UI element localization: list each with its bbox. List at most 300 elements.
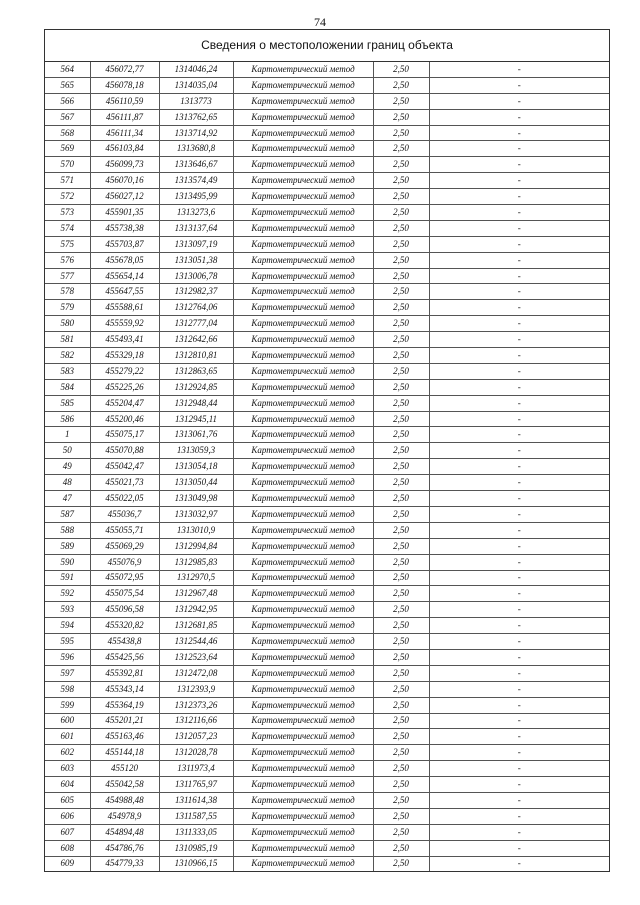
- note-cell: -: [429, 634, 609, 650]
- precision-cell: 2,50: [373, 649, 429, 665]
- note-cell: -: [429, 173, 609, 189]
- method-cell: Картометрический метод: [233, 491, 373, 507]
- x-coordinate-cell: 456111,34: [90, 125, 159, 141]
- point-number-cell: 600: [45, 713, 90, 729]
- note-cell: -: [429, 840, 609, 856]
- precision-cell: 2,50: [373, 411, 429, 427]
- table-row: [45, 62, 609, 77]
- method-cell: Картометрический метод: [233, 649, 373, 665]
- point-number-cell: 601: [45, 729, 90, 745]
- table-row: [45, 586, 609, 602]
- table-row: [45, 649, 609, 665]
- precision-cell: 2,50: [373, 157, 429, 173]
- method-cell: Картометрический метод: [233, 332, 373, 348]
- precision-cell: 2,50: [373, 316, 429, 332]
- precision-cell: 2,50: [373, 300, 429, 316]
- precision-cell: 2,50: [373, 792, 429, 808]
- y-coordinate-cell: 1313050,44: [159, 475, 233, 491]
- y-coordinate-cell: 1313032,97: [159, 506, 233, 522]
- precision-cell: 2,50: [373, 618, 429, 634]
- x-coordinate-cell: 455204,47: [90, 395, 159, 411]
- table-row: [45, 713, 609, 729]
- precision-cell: 2,50: [373, 475, 429, 491]
- precision-cell: 2,50: [373, 109, 429, 125]
- table-row: [45, 205, 609, 221]
- y-coordinate-cell: 1314046,24: [159, 62, 233, 77]
- point-number-cell: 607: [45, 824, 90, 840]
- point-number-cell: 584: [45, 379, 90, 395]
- precision-cell: 2,50: [373, 856, 429, 871]
- method-cell: Картометрический метод: [233, 808, 373, 824]
- table-row: [45, 491, 609, 507]
- note-cell: -: [429, 189, 609, 205]
- table-row: [45, 681, 609, 697]
- precision-cell: 2,50: [373, 268, 429, 284]
- method-cell: Картометрический метод: [233, 141, 373, 157]
- y-coordinate-cell: 1312373,26: [159, 697, 233, 713]
- x-coordinate-cell: 456078,18: [90, 77, 159, 93]
- y-coordinate-cell: 1312942,95: [159, 602, 233, 618]
- note-cell: -: [429, 268, 609, 284]
- point-number-cell: 569: [45, 141, 90, 157]
- y-coordinate-cell: 1312057,23: [159, 729, 233, 745]
- note-cell: -: [429, 522, 609, 538]
- method-cell: Картометрический метод: [233, 395, 373, 411]
- sheet-title: Сведения о местоположении границ объекта: [45, 30, 609, 62]
- method-cell: Картометрический метод: [233, 745, 373, 761]
- table-row: [45, 77, 609, 93]
- precision-cell: 2,50: [373, 491, 429, 507]
- table-row: [45, 570, 609, 586]
- point-number-cell: 573: [45, 205, 90, 221]
- method-cell: Картометрический метод: [233, 665, 373, 681]
- table-row: [45, 729, 609, 745]
- note-cell: -: [429, 348, 609, 364]
- y-coordinate-cell: 1312642,66: [159, 332, 233, 348]
- precision-cell: 2,50: [373, 189, 429, 205]
- x-coordinate-cell: 456099,73: [90, 157, 159, 173]
- x-coordinate-cell: 455070,88: [90, 443, 159, 459]
- precision-cell: 2,50: [373, 284, 429, 300]
- table-row: [45, 506, 609, 522]
- precision-cell: 2,50: [373, 586, 429, 602]
- table-row: [45, 348, 609, 364]
- table-row: [45, 268, 609, 284]
- table-row: [45, 316, 609, 332]
- point-number-cell: 591: [45, 570, 90, 586]
- method-cell: Картометрический метод: [233, 189, 373, 205]
- table-row: [45, 697, 609, 713]
- y-coordinate-cell: 1312982,37: [159, 284, 233, 300]
- y-coordinate-cell: 1312810,81: [159, 348, 233, 364]
- note-cell: -: [429, 665, 609, 681]
- note-cell: -: [429, 316, 609, 332]
- y-coordinate-cell: 1311614,38: [159, 792, 233, 808]
- method-cell: Картометрический метод: [233, 522, 373, 538]
- table-row: [45, 745, 609, 761]
- precision-cell: 2,50: [373, 236, 429, 252]
- x-coordinate-cell: 456027,12: [90, 189, 159, 205]
- x-coordinate-cell: 455364,19: [90, 697, 159, 713]
- table-row: [45, 618, 609, 634]
- table-row: [45, 856, 609, 871]
- note-cell: -: [429, 491, 609, 507]
- note-cell: -: [429, 77, 609, 93]
- table-row: [45, 189, 609, 205]
- note-cell: -: [429, 220, 609, 236]
- note-cell: -: [429, 443, 609, 459]
- table-row: [45, 443, 609, 459]
- x-coordinate-cell: 455075,17: [90, 427, 159, 443]
- precision-cell: 2,50: [373, 363, 429, 379]
- note-cell: -: [429, 236, 609, 252]
- table-row: [45, 93, 609, 109]
- y-coordinate-cell: 1313061,76: [159, 427, 233, 443]
- table-row: [45, 363, 609, 379]
- y-coordinate-cell: 1312948,44: [159, 395, 233, 411]
- method-cell: Картометрический метод: [233, 697, 373, 713]
- point-number-cell: 577: [45, 268, 90, 284]
- y-coordinate-cell: 1312764,06: [159, 300, 233, 316]
- note-cell: -: [429, 777, 609, 793]
- point-number-cell: 581: [45, 332, 90, 348]
- method-cell: Картометрический метод: [233, 729, 373, 745]
- y-coordinate-cell: 1313059,3: [159, 443, 233, 459]
- x-coordinate-cell: 455654,14: [90, 268, 159, 284]
- point-number-cell: 49: [45, 459, 90, 475]
- precision-cell: 2,50: [373, 824, 429, 840]
- table-row: [45, 522, 609, 538]
- precision-cell: 2,50: [373, 840, 429, 856]
- y-coordinate-cell: 1312544,46: [159, 634, 233, 650]
- point-number-cell: 595: [45, 634, 90, 650]
- table-row: [45, 840, 609, 856]
- point-number-cell: 582: [45, 348, 90, 364]
- note-cell: -: [429, 856, 609, 871]
- y-coordinate-cell: 1313097,19: [159, 236, 233, 252]
- y-coordinate-cell: 1313773: [159, 93, 233, 109]
- x-coordinate-cell: 456103,84: [90, 141, 159, 157]
- x-coordinate-cell: 455200,46: [90, 411, 159, 427]
- table-row: [45, 792, 609, 808]
- y-coordinate-cell: 1313495,99: [159, 189, 233, 205]
- point-number-cell: 564: [45, 62, 90, 77]
- table-row: [45, 824, 609, 840]
- note-cell: -: [429, 681, 609, 697]
- note-cell: -: [429, 729, 609, 745]
- point-number-cell: 575: [45, 236, 90, 252]
- method-cell: Картометрический метод: [233, 284, 373, 300]
- precision-cell: 2,50: [373, 395, 429, 411]
- precision-cell: 2,50: [373, 665, 429, 681]
- note-cell: -: [429, 554, 609, 570]
- point-number-cell: 1: [45, 427, 90, 443]
- precision-cell: 2,50: [373, 634, 429, 650]
- x-coordinate-cell: 454894,48: [90, 824, 159, 840]
- x-coordinate-cell: 455647,55: [90, 284, 159, 300]
- method-cell: Картометрический метод: [233, 792, 373, 808]
- x-coordinate-cell: 454988,48: [90, 792, 159, 808]
- table-row: [45, 141, 609, 157]
- y-coordinate-cell: 1312970,5: [159, 570, 233, 586]
- note-cell: -: [429, 395, 609, 411]
- precision-cell: 2,50: [373, 602, 429, 618]
- method-cell: Картометрический метод: [233, 443, 373, 459]
- method-cell: Картометрический метод: [233, 77, 373, 93]
- precision-cell: 2,50: [373, 506, 429, 522]
- note-cell: -: [429, 93, 609, 109]
- note-cell: -: [429, 109, 609, 125]
- precision-cell: 2,50: [373, 427, 429, 443]
- note-cell: -: [429, 745, 609, 761]
- y-coordinate-cell: 1313010,9: [159, 522, 233, 538]
- y-coordinate-cell: 1312116,66: [159, 713, 233, 729]
- x-coordinate-cell: 455120: [90, 761, 159, 777]
- note-cell: -: [429, 618, 609, 634]
- method-cell: Картометрический метод: [233, 379, 373, 395]
- table-row: [45, 395, 609, 411]
- note-cell: -: [429, 411, 609, 427]
- precision-cell: 2,50: [373, 332, 429, 348]
- precision-cell: 2,50: [373, 93, 429, 109]
- method-cell: Картометрический метод: [233, 554, 373, 570]
- note-cell: -: [429, 62, 609, 77]
- x-coordinate-cell: 455022,05: [90, 491, 159, 507]
- y-coordinate-cell: 1312777,04: [159, 316, 233, 332]
- y-coordinate-cell: 1311973,4: [159, 761, 233, 777]
- method-cell: Картометрический метод: [233, 586, 373, 602]
- y-coordinate-cell: 1312945,11: [159, 411, 233, 427]
- point-number-cell: 586: [45, 411, 90, 427]
- note-cell: -: [429, 538, 609, 554]
- y-coordinate-cell: 1313680,8: [159, 141, 233, 157]
- precision-cell: 2,50: [373, 141, 429, 157]
- point-number-cell: 588: [45, 522, 90, 538]
- x-coordinate-cell: 455738,38: [90, 220, 159, 236]
- precision-cell: 2,50: [373, 745, 429, 761]
- x-coordinate-cell: 455703,87: [90, 236, 159, 252]
- x-coordinate-cell: 455075,54: [90, 586, 159, 602]
- method-cell: Картометрический метод: [233, 856, 373, 871]
- x-coordinate-cell: 456072,77: [90, 62, 159, 77]
- x-coordinate-cell: 455901,35: [90, 205, 159, 221]
- precision-cell: 2,50: [373, 173, 429, 189]
- method-cell: Картометрический метод: [233, 173, 373, 189]
- x-coordinate-cell: 454978,9: [90, 808, 159, 824]
- note-cell: -: [429, 713, 609, 729]
- y-coordinate-cell: 1311587,55: [159, 808, 233, 824]
- method-cell: Картометрический метод: [233, 268, 373, 284]
- table-row: [45, 109, 609, 125]
- x-coordinate-cell: 455096,58: [90, 602, 159, 618]
- precision-cell: 2,50: [373, 570, 429, 586]
- y-coordinate-cell: 1313646,67: [159, 157, 233, 173]
- note-cell: -: [429, 697, 609, 713]
- method-cell: Картометрический метод: [233, 618, 373, 634]
- method-cell: Картометрический метод: [233, 109, 373, 125]
- point-number-cell: 576: [45, 252, 90, 268]
- note-cell: -: [429, 141, 609, 157]
- x-coordinate-cell: 456070,16: [90, 173, 159, 189]
- x-coordinate-cell: 454786,76: [90, 840, 159, 856]
- precision-cell: 2,50: [373, 808, 429, 824]
- x-coordinate-cell: 455493,41: [90, 332, 159, 348]
- note-cell: -: [429, 157, 609, 173]
- note-cell: -: [429, 761, 609, 777]
- table-row: [45, 284, 609, 300]
- method-cell: Картометрический метод: [233, 824, 373, 840]
- table-row: [45, 125, 609, 141]
- point-number-cell: 570: [45, 157, 90, 173]
- table-row: [45, 332, 609, 348]
- method-cell: Картометрический метод: [233, 205, 373, 221]
- table-row: [45, 459, 609, 475]
- x-coordinate-cell: 455279,22: [90, 363, 159, 379]
- method-cell: Картометрический метод: [233, 220, 373, 236]
- table-row: [45, 220, 609, 236]
- method-cell: Картометрический метод: [233, 602, 373, 618]
- method-cell: Картометрический метод: [233, 62, 373, 77]
- x-coordinate-cell: 455425,56: [90, 649, 159, 665]
- y-coordinate-cell: 1312393,9: [159, 681, 233, 697]
- method-cell: Картометрический метод: [233, 761, 373, 777]
- y-coordinate-cell: 1312472,08: [159, 665, 233, 681]
- point-number-cell: 583: [45, 363, 90, 379]
- y-coordinate-cell: 1312924,85: [159, 379, 233, 395]
- point-number-cell: 578: [45, 284, 90, 300]
- note-cell: -: [429, 792, 609, 808]
- precision-cell: 2,50: [373, 713, 429, 729]
- point-number-cell: 590: [45, 554, 90, 570]
- point-number-cell: 48: [45, 475, 90, 491]
- x-coordinate-cell: 455076,9: [90, 554, 159, 570]
- note-cell: -: [429, 300, 609, 316]
- method-cell: Картометрический метод: [233, 125, 373, 141]
- y-coordinate-cell: 1311765,97: [159, 777, 233, 793]
- precision-cell: 2,50: [373, 522, 429, 538]
- precision-cell: 2,50: [373, 681, 429, 697]
- point-number-cell: 50: [45, 443, 90, 459]
- precision-cell: 2,50: [373, 443, 429, 459]
- table-row: [45, 538, 609, 554]
- y-coordinate-cell: 1314035,04: [159, 77, 233, 93]
- point-number-cell: 572: [45, 189, 90, 205]
- table-row: [45, 634, 609, 650]
- method-cell: Картометрический метод: [233, 363, 373, 379]
- table-row: [45, 173, 609, 189]
- table-row: [45, 554, 609, 570]
- x-coordinate-cell: 455225,26: [90, 379, 159, 395]
- note-cell: -: [429, 379, 609, 395]
- y-coordinate-cell: 1312523,64: [159, 649, 233, 665]
- method-cell: Картометрический метод: [233, 570, 373, 586]
- method-cell: Картометрический метод: [233, 252, 373, 268]
- method-cell: Картометрический метод: [233, 634, 373, 650]
- note-cell: -: [429, 570, 609, 586]
- x-coordinate-cell: 456110,59: [90, 93, 159, 109]
- y-coordinate-cell: 1313137,64: [159, 220, 233, 236]
- table-row: [45, 777, 609, 793]
- method-cell: Картометрический метод: [233, 157, 373, 173]
- note-cell: -: [429, 427, 609, 443]
- y-coordinate-cell: 1312967,48: [159, 586, 233, 602]
- y-coordinate-cell: 1312994,84: [159, 538, 233, 554]
- x-coordinate-cell: 455559,92: [90, 316, 159, 332]
- x-coordinate-cell: 455438,8: [90, 634, 159, 650]
- boundary-sheet: [44, 29, 610, 872]
- x-coordinate-cell: 455055,71: [90, 522, 159, 538]
- method-cell: Картометрический метод: [233, 840, 373, 856]
- point-number-cell: 592: [45, 586, 90, 602]
- x-coordinate-cell: 455329,18: [90, 348, 159, 364]
- precision-cell: 2,50: [373, 125, 429, 141]
- x-coordinate-cell: 455392,81: [90, 665, 159, 681]
- method-cell: Картометрический метод: [233, 506, 373, 522]
- point-number-cell: 574: [45, 220, 90, 236]
- x-coordinate-cell: 454779,33: [90, 856, 159, 871]
- table-row: [45, 252, 609, 268]
- point-number-cell: 567: [45, 109, 90, 125]
- y-coordinate-cell: 1312028,78: [159, 745, 233, 761]
- note-cell: -: [429, 475, 609, 491]
- point-number-cell: 594: [45, 618, 90, 634]
- x-coordinate-cell: 455588,61: [90, 300, 159, 316]
- y-coordinate-cell: 1313574,49: [159, 173, 233, 189]
- point-number-cell: 566: [45, 93, 90, 109]
- note-cell: -: [429, 332, 609, 348]
- method-cell: Картометрический метод: [233, 475, 373, 491]
- x-coordinate-cell: 455042,47: [90, 459, 159, 475]
- method-cell: Картометрический метод: [233, 316, 373, 332]
- point-number-cell: 599: [45, 697, 90, 713]
- x-coordinate-cell: 455036,7: [90, 506, 159, 522]
- point-number-cell: 571: [45, 173, 90, 189]
- point-number-cell: 608: [45, 840, 90, 856]
- table-row: [45, 761, 609, 777]
- x-coordinate-cell: 455042,58: [90, 777, 159, 793]
- y-coordinate-cell: 1310966,15: [159, 856, 233, 871]
- method-cell: Картометрический метод: [233, 777, 373, 793]
- precision-cell: 2,50: [373, 348, 429, 364]
- point-number-cell: 605: [45, 792, 90, 808]
- y-coordinate-cell: 1312863,65: [159, 363, 233, 379]
- point-number-cell: 602: [45, 745, 90, 761]
- coordinates-table: [45, 62, 609, 871]
- x-coordinate-cell: 455072,95: [90, 570, 159, 586]
- x-coordinate-cell: 455163,46: [90, 729, 159, 745]
- y-coordinate-cell: 1313054,18: [159, 459, 233, 475]
- method-cell: Картометрический метод: [233, 411, 373, 427]
- table-row: [45, 379, 609, 395]
- table-row: [45, 808, 609, 824]
- note-cell: -: [429, 808, 609, 824]
- note-cell: -: [429, 125, 609, 141]
- precision-cell: 2,50: [373, 252, 429, 268]
- precision-cell: 2,50: [373, 459, 429, 475]
- point-number-cell: 580: [45, 316, 90, 332]
- note-cell: -: [429, 363, 609, 379]
- precision-cell: 2,50: [373, 538, 429, 554]
- point-number-cell: 609: [45, 856, 90, 871]
- note-cell: -: [429, 459, 609, 475]
- method-cell: Картометрический метод: [233, 538, 373, 554]
- point-number-cell: 597: [45, 665, 90, 681]
- x-coordinate-cell: 455343,14: [90, 681, 159, 697]
- x-coordinate-cell: 455144,18: [90, 745, 159, 761]
- table-row: [45, 602, 609, 618]
- point-number-cell: 606: [45, 808, 90, 824]
- precision-cell: 2,50: [373, 554, 429, 570]
